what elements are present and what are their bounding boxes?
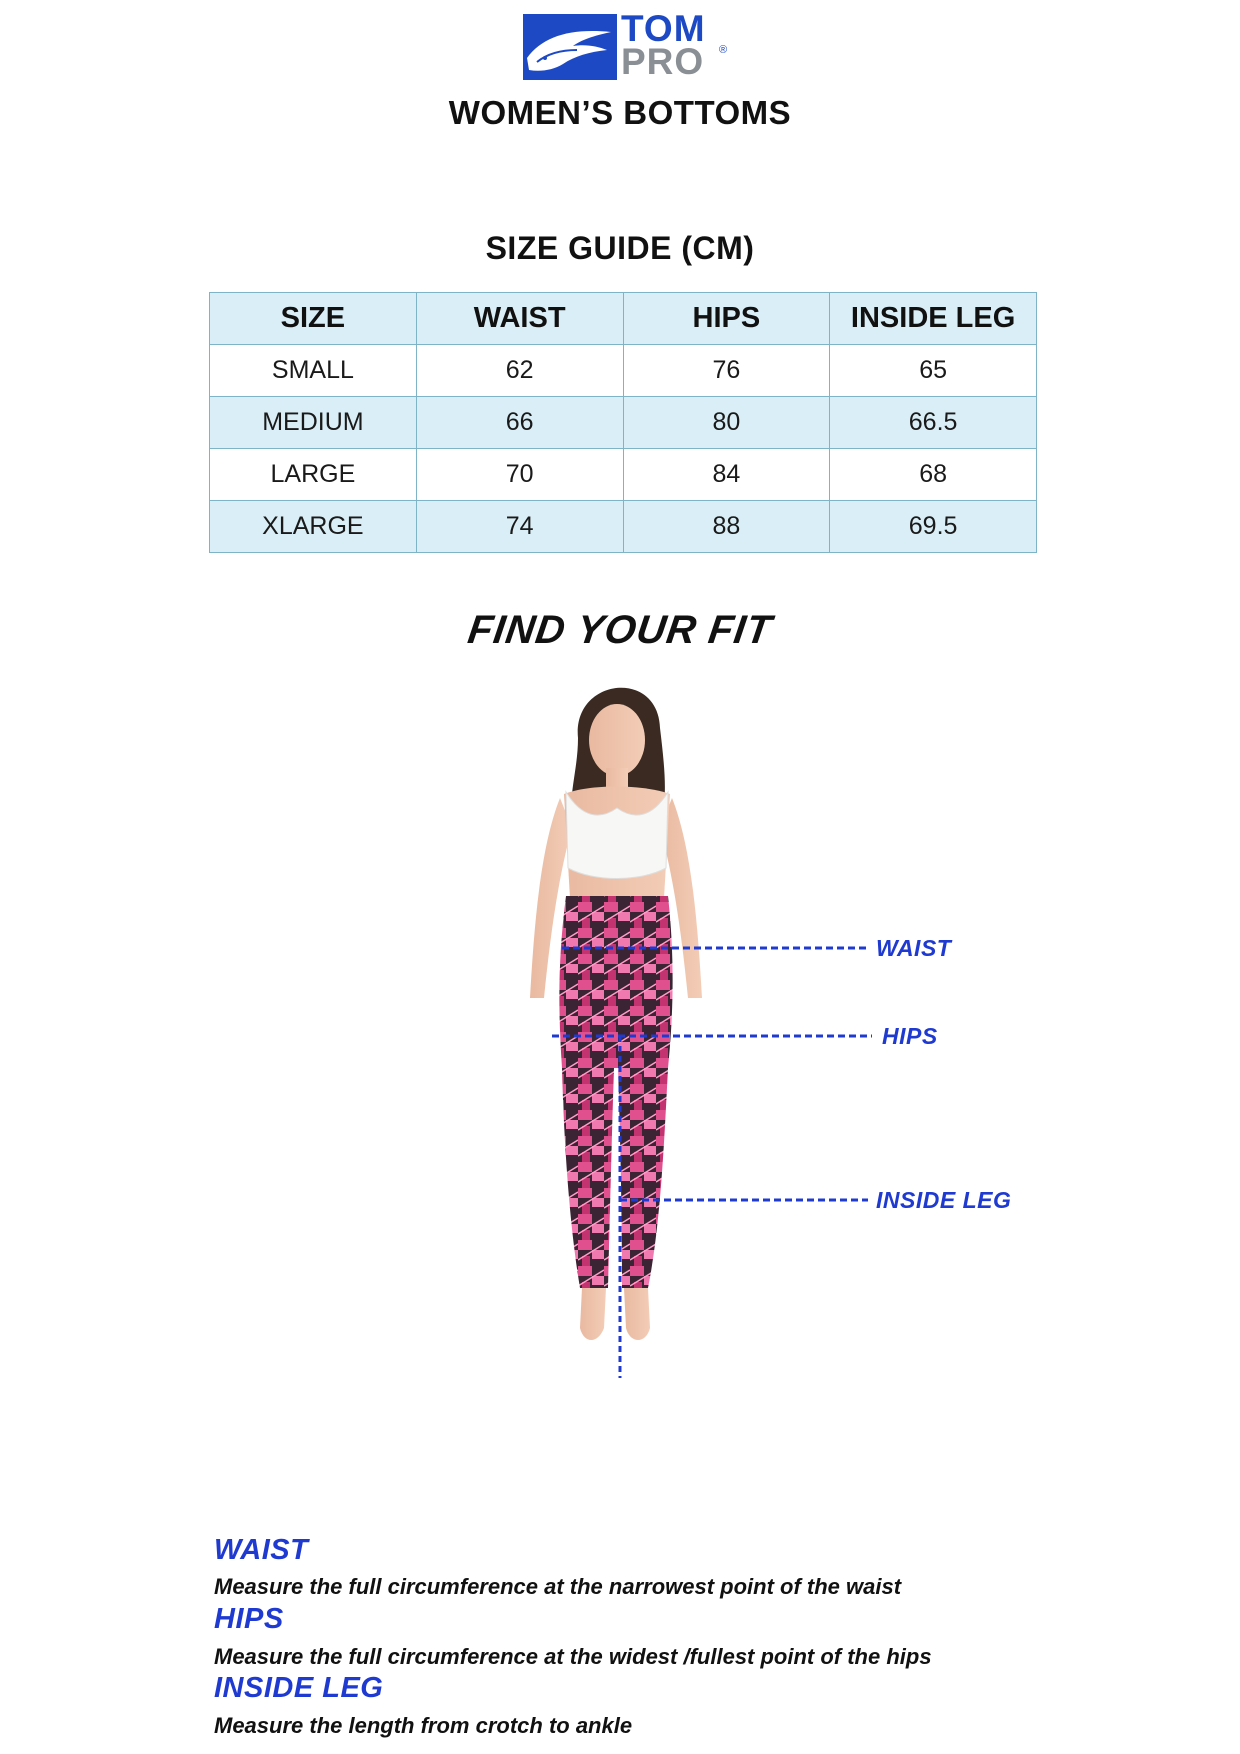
hips-label: HIPS xyxy=(882,1023,938,1049)
definition-text-inside-leg: Measure the length from crotch to ankle xyxy=(214,1713,633,1738)
column-header: SIZE xyxy=(210,293,417,345)
product-title: WOMEN’S BOTTOMS xyxy=(448,94,792,131)
brand-name-line1: TOM xyxy=(621,8,706,49)
table-cell: 68 xyxy=(830,449,1037,501)
brand-name-line2: PRO xyxy=(621,41,705,82)
column-header: INSIDE LEG xyxy=(830,293,1037,345)
definition-text-hips: Measure the full circumference at the widest /fullest point of the hips xyxy=(214,1644,932,1669)
inside-leg-label: INSIDE LEG xyxy=(876,1187,1012,1213)
find-your-fit-title: FIND YOUR FIT xyxy=(465,608,775,652)
table-cell: 66 xyxy=(416,397,623,449)
definition-term-inside-leg: INSIDE LEG xyxy=(214,1672,384,1704)
table-cell: 65 xyxy=(830,345,1037,397)
table-cell: 88 xyxy=(623,501,830,553)
table-cell: 74 xyxy=(416,501,623,553)
definition-term-hips: HIPS xyxy=(214,1603,284,1635)
column-header: HIPS xyxy=(623,293,830,345)
registered-mark: ® xyxy=(719,44,728,56)
table-cell: 62 xyxy=(416,345,623,397)
table-cell: 70 xyxy=(416,449,623,501)
table-cell: XLARGE xyxy=(210,501,417,553)
table-cell: LARGE xyxy=(210,449,417,501)
table-cell: 66.5 xyxy=(830,397,1037,449)
table-cell: 76 xyxy=(623,345,830,397)
table-cell: 80 xyxy=(623,397,830,449)
table-cell: MEDIUM xyxy=(210,397,417,449)
definition-text-waist: Measure the full circumference at the narrowest point of the waist xyxy=(214,1574,902,1599)
table-cell: 69.5 xyxy=(830,501,1037,553)
definition-term-waist: WAIST xyxy=(214,1534,309,1566)
size-guide-title: SIZE GUIDE (CM) xyxy=(485,230,755,266)
table-cell: SMALL xyxy=(210,345,417,397)
column-header: WAIST xyxy=(416,293,623,345)
table-cell: 84 xyxy=(623,449,830,501)
waist-label: WAIST xyxy=(876,935,952,961)
